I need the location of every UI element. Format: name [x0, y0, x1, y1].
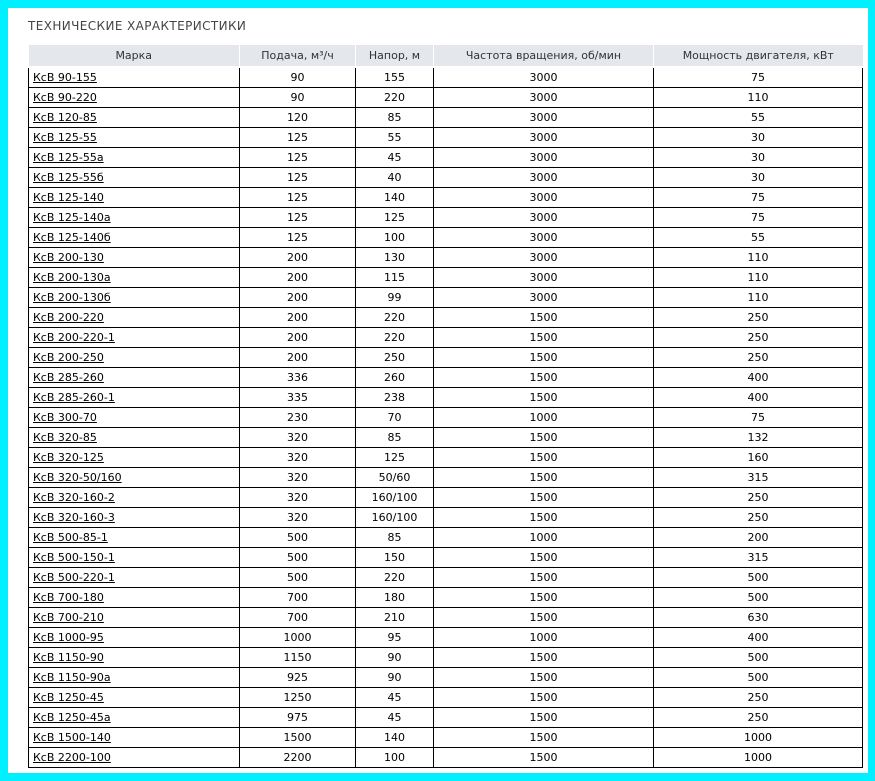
cell-head: 180	[356, 588, 434, 608]
model-link[interactable]: КсВ 120-85	[33, 111, 97, 124]
cell-flow: 2200	[240, 748, 356, 768]
table-row	[29, 268, 863, 288]
cell-model	[29, 168, 240, 188]
model-link[interactable]: КсВ 200-130б	[33, 291, 111, 304]
cell-rpm: 3000	[434, 168, 654, 188]
cell-flow: 125	[240, 188, 356, 208]
table-row	[29, 468, 863, 488]
cell-model	[29, 348, 240, 368]
model-link[interactable]: КсВ 320-160-3	[33, 511, 115, 524]
cell-model	[29, 588, 240, 608]
table-body	[29, 67, 863, 768]
model-link[interactable]: КсВ 200-130а	[33, 271, 111, 284]
table-row	[29, 448, 863, 468]
cell-model	[29, 608, 240, 628]
table-row	[29, 328, 863, 348]
model-link[interactable]: КсВ 700-180	[33, 591, 104, 604]
model-link[interactable]: КсВ 320-85	[33, 431, 97, 444]
cell-rpm: 3000	[434, 108, 654, 128]
column-header-model: Марка	[29, 45, 240, 67]
cell-power: 400	[654, 368, 863, 388]
table-row	[29, 208, 863, 228]
cell-flow: 200	[240, 248, 356, 268]
cell-head: 140	[356, 728, 434, 748]
cell-flow: 500	[240, 528, 356, 548]
cell-rpm: 1500	[434, 588, 654, 608]
cell-power: 110	[654, 88, 863, 108]
cell-flow: 200	[240, 268, 356, 288]
cell-power: 250	[654, 688, 863, 708]
cell-model	[29, 668, 240, 688]
specs-table	[28, 45, 863, 768]
cell-rpm: 1500	[434, 688, 654, 708]
cell-head: 220	[356, 568, 434, 588]
table-row	[29, 588, 863, 608]
cell-head: 55	[356, 128, 434, 148]
cell-flow: 200	[240, 308, 356, 328]
cell-flow: 200	[240, 288, 356, 308]
model-link[interactable]: КсВ 1000-95	[33, 631, 104, 644]
model-link[interactable]: КсВ 285-260	[33, 371, 104, 384]
model-link[interactable]: КсВ 1250-45а	[33, 711, 111, 724]
table-row	[29, 228, 863, 248]
cell-rpm: 1500	[434, 368, 654, 388]
cell-head: 45	[356, 148, 434, 168]
cell-flow: 1000	[240, 628, 356, 648]
cell-power: 132	[654, 428, 863, 448]
cell-rpm: 1500	[434, 428, 654, 448]
cell-head: 40	[356, 168, 434, 188]
table-row	[29, 548, 863, 568]
model-link[interactable]: КсВ 300-70	[33, 411, 97, 424]
cell-rpm: 1000	[434, 528, 654, 548]
cell-power: 500	[654, 588, 863, 608]
table-row	[29, 748, 863, 768]
table-row	[29, 648, 863, 668]
cell-rpm: 1500	[434, 648, 654, 668]
cell-model	[29, 288, 240, 308]
table-row	[29, 88, 863, 108]
table-row	[29, 728, 863, 748]
cell-power: 1000	[654, 728, 863, 748]
table-row	[29, 188, 863, 208]
cell-flow: 320	[240, 508, 356, 528]
cell-model	[29, 528, 240, 548]
cell-rpm: 1500	[434, 728, 654, 748]
cell-head: 160/100	[356, 488, 434, 508]
column-header-flow: Подача, м³/ч	[240, 45, 356, 67]
cell-head: 85	[356, 428, 434, 448]
cell-rpm: 3000	[434, 128, 654, 148]
cell-power: 315	[654, 468, 863, 488]
table-row	[29, 368, 863, 388]
cell-power: 250	[654, 348, 863, 368]
cell-rpm: 3000	[434, 188, 654, 208]
model-link[interactable]: КсВ 700-210	[33, 611, 104, 624]
cell-head: 250	[356, 348, 434, 368]
cell-flow: 320	[240, 428, 356, 448]
cell-model	[29, 88, 240, 108]
model-link[interactable]: КсВ 500-220-1	[33, 571, 115, 584]
cell-rpm: 1000	[434, 408, 654, 428]
cell-power: 55	[654, 108, 863, 128]
cell-power: 400	[654, 388, 863, 408]
cell-head: 260	[356, 368, 434, 388]
cell-head: 140	[356, 188, 434, 208]
cell-model	[29, 568, 240, 588]
cell-head: 70	[356, 408, 434, 428]
cell-rpm: 3000	[434, 67, 654, 88]
cell-flow: 120	[240, 108, 356, 128]
section-title: ТЕХНИЧЕСКИЕ ХАРАКТЕРИСТИКИ	[28, 19, 247, 33]
cell-model	[29, 368, 240, 388]
model-link[interactable]: КсВ 200-250	[33, 351, 104, 364]
table-row	[29, 308, 863, 328]
cell-power: 500	[654, 668, 863, 688]
cell-head: 100	[356, 748, 434, 768]
model-link[interactable]: КсВ 125-140б	[33, 231, 111, 244]
cell-head: 150	[356, 548, 434, 568]
cell-head: 85	[356, 108, 434, 128]
cell-rpm: 1500	[434, 448, 654, 468]
cell-rpm: 3000	[434, 248, 654, 268]
table-row	[29, 128, 863, 148]
cell-flow: 200	[240, 328, 356, 348]
cell-power: 75	[654, 188, 863, 208]
cell-power: 500	[654, 568, 863, 588]
model-link[interactable]: КсВ 125-140а	[33, 211, 111, 224]
cell-model	[29, 648, 240, 668]
table-row	[29, 708, 863, 728]
cell-head: 90	[356, 648, 434, 668]
cell-rpm: 3000	[434, 268, 654, 288]
cell-rpm: 1500	[434, 568, 654, 588]
cell-model	[29, 508, 240, 528]
cell-model	[29, 308, 240, 328]
cell-power: 200	[654, 528, 863, 548]
cell-rpm: 3000	[434, 228, 654, 248]
cell-model	[29, 548, 240, 568]
cell-head: 238	[356, 388, 434, 408]
model-link[interactable]: КсВ 1250-45	[33, 691, 104, 704]
model-link[interactable]: КсВ 90-220	[33, 91, 97, 104]
cell-flow: 320	[240, 468, 356, 488]
cell-model	[29, 188, 240, 208]
cell-model	[29, 67, 240, 88]
cell-head: 45	[356, 688, 434, 708]
cell-head: 45	[356, 708, 434, 728]
cell-flow: 700	[240, 608, 356, 628]
cell-model	[29, 728, 240, 748]
cell-power: 30	[654, 168, 863, 188]
model-link[interactable]: КсВ 320-160-2	[33, 491, 115, 504]
cell-flow: 125	[240, 128, 356, 148]
cell-head: 50/60	[356, 468, 434, 488]
cell-model	[29, 428, 240, 448]
cell-flow: 500	[240, 548, 356, 568]
model-link[interactable]: КсВ 500-85-1	[33, 531, 108, 544]
cell-flow: 125	[240, 148, 356, 168]
cell-flow: 230	[240, 408, 356, 428]
cell-model	[29, 448, 240, 468]
cell-head: 90	[356, 668, 434, 688]
model-link[interactable]: КсВ 1150-90	[33, 651, 104, 664]
cell-power: 500	[654, 648, 863, 668]
cell-flow: 320	[240, 448, 356, 468]
model-link[interactable]: КсВ 200-220-1	[33, 331, 115, 344]
cell-power: 250	[654, 708, 863, 728]
cell-power: 30	[654, 148, 863, 168]
table-row	[29, 408, 863, 428]
cell-rpm: 1500	[434, 348, 654, 368]
cell-power: 250	[654, 308, 863, 328]
cell-model	[29, 628, 240, 648]
cell-model	[29, 228, 240, 248]
table-row	[29, 148, 863, 168]
model-link[interactable]: КсВ 200-130	[33, 251, 104, 264]
table-row	[29, 348, 863, 368]
table-row	[29, 668, 863, 688]
cell-head: 100	[356, 228, 434, 248]
model-link[interactable]: КсВ 200-220	[33, 311, 104, 324]
table-row	[29, 288, 863, 308]
cell-model	[29, 128, 240, 148]
cell-model	[29, 468, 240, 488]
cell-rpm: 3000	[434, 88, 654, 108]
cell-head: 130	[356, 248, 434, 268]
cell-power: 110	[654, 288, 863, 308]
cell-flow: 1250	[240, 688, 356, 708]
cell-model	[29, 748, 240, 768]
table-header-row	[29, 45, 863, 67]
cell-power: 160	[654, 448, 863, 468]
cell-rpm: 1500	[434, 488, 654, 508]
column-header-rpm: Частота вращения, об/мин	[434, 45, 654, 67]
cell-power: 30	[654, 128, 863, 148]
table-row	[29, 608, 863, 628]
cell-head: 155	[356, 67, 434, 88]
cell-head: 85	[356, 528, 434, 548]
model-link[interactable]: КсВ 125-55	[33, 131, 97, 144]
model-link[interactable]: КсВ 285-260-1	[33, 391, 115, 404]
cell-head: 95	[356, 628, 434, 648]
cell-power: 315	[654, 548, 863, 568]
cell-flow: 975	[240, 708, 356, 728]
column-header-power: Мощность двигателя, кВт	[654, 45, 863, 67]
cell-power: 250	[654, 328, 863, 348]
model-link[interactable]: КсВ 90-155	[33, 71, 97, 84]
cell-head: 210	[356, 608, 434, 628]
cell-power: 630	[654, 608, 863, 628]
cell-model	[29, 488, 240, 508]
cell-rpm: 3000	[434, 208, 654, 228]
table-row	[29, 488, 863, 508]
table-row	[29, 428, 863, 448]
model-link[interactable]: КсВ 125-140	[33, 191, 104, 204]
table-row	[29, 67, 863, 88]
cell-power: 1000	[654, 748, 863, 768]
table-row	[29, 108, 863, 128]
cell-flow: 1500	[240, 728, 356, 748]
cell-rpm: 1500	[434, 508, 654, 528]
cell-rpm: 1500	[434, 608, 654, 628]
table-row	[29, 388, 863, 408]
cell-model	[29, 688, 240, 708]
cell-rpm: 1500	[434, 328, 654, 348]
table-row	[29, 628, 863, 648]
cell-flow: 336	[240, 368, 356, 388]
table-row	[29, 508, 863, 528]
cell-flow: 125	[240, 228, 356, 248]
cell-model	[29, 108, 240, 128]
cell-flow: 125	[240, 208, 356, 228]
cell-head: 115	[356, 268, 434, 288]
table-row	[29, 528, 863, 548]
cell-power: 75	[654, 208, 863, 228]
model-link[interactable]: КсВ 2200-100	[33, 751, 111, 764]
cell-power: 110	[654, 268, 863, 288]
model-link[interactable]: КсВ 1150-90а	[33, 671, 111, 684]
cell-power: 75	[654, 67, 863, 88]
cell-rpm: 1500	[434, 548, 654, 568]
table-row	[29, 688, 863, 708]
cell-rpm: 1500	[434, 748, 654, 768]
cell-model	[29, 328, 240, 348]
cell-flow: 90	[240, 88, 356, 108]
cell-power: 55	[654, 228, 863, 248]
cell-head: 99	[356, 288, 434, 308]
cell-power: 75	[654, 408, 863, 428]
cell-flow: 335	[240, 388, 356, 408]
cell-power: 400	[654, 628, 863, 648]
cell-power: 250	[654, 508, 863, 528]
cell-head: 125	[356, 208, 434, 228]
cell-head: 220	[356, 308, 434, 328]
table-row	[29, 568, 863, 588]
cell-model	[29, 268, 240, 288]
cell-rpm: 3000	[434, 148, 654, 168]
cell-rpm: 1500	[434, 388, 654, 408]
model-link[interactable]: КсВ 125-55а	[33, 151, 104, 164]
cell-flow: 320	[240, 488, 356, 508]
cell-head: 220	[356, 328, 434, 348]
cell-power: 110	[654, 248, 863, 268]
model-link[interactable]: КсВ 125-55б	[33, 171, 104, 184]
cell-model	[29, 388, 240, 408]
model-link[interactable]: КсВ 1500-140	[33, 731, 111, 744]
cell-rpm: 1500	[434, 708, 654, 728]
cell-rpm: 3000	[434, 288, 654, 308]
cell-flow: 1150	[240, 648, 356, 668]
cell-flow: 925	[240, 668, 356, 688]
cell-head: 160/100	[356, 508, 434, 528]
model-link[interactable]: КсВ 500-150-1	[33, 551, 115, 564]
cell-flow: 700	[240, 588, 356, 608]
model-link[interactable]: КсВ 320-125	[33, 451, 104, 464]
cell-rpm: 1500	[434, 468, 654, 488]
table-row	[29, 168, 863, 188]
cell-flow: 125	[240, 168, 356, 188]
table-row	[29, 248, 863, 268]
cell-flow: 90	[240, 67, 356, 88]
cell-flow: 500	[240, 568, 356, 588]
cell-model	[29, 408, 240, 428]
cell-model	[29, 248, 240, 268]
cell-model	[29, 208, 240, 228]
specs-table-container	[28, 45, 862, 768]
cell-power: 250	[654, 488, 863, 508]
model-link[interactable]: КсВ 320-50/160	[33, 471, 122, 484]
cell-rpm: 1000	[434, 628, 654, 648]
cell-rpm: 1500	[434, 668, 654, 688]
cell-model	[29, 708, 240, 728]
cell-flow: 200	[240, 348, 356, 368]
cell-head: 220	[356, 88, 434, 108]
cell-rpm: 1500	[434, 308, 654, 328]
column-header-head: Напор, м	[356, 45, 434, 67]
cell-head: 125	[356, 448, 434, 468]
cell-model	[29, 148, 240, 168]
